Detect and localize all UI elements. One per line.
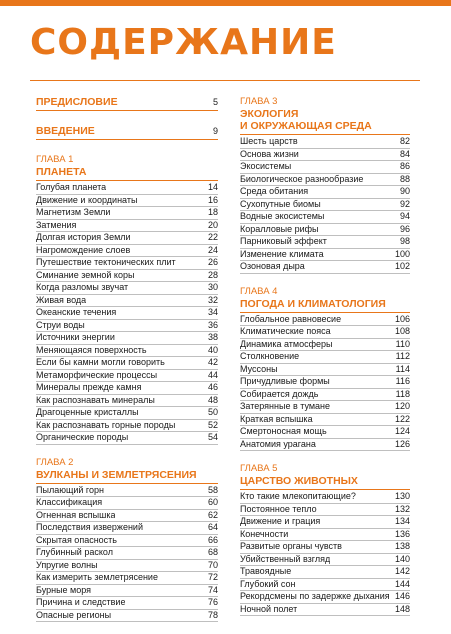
toc-entry[interactable] [36,382,218,395]
toc-entry[interactable] [36,357,218,370]
toc-entry-page: 146 [394,591,410,601]
toc-entry[interactable] [36,257,218,270]
toc-entry[interactable] [240,376,410,389]
toc-entry-page: 60 [207,497,218,507]
toc-entry-title: Коралловые рифы [240,223,319,234]
toc-entry-title: Классификация [36,497,103,507]
toc-entry-title: Сминание земной коры [36,269,135,280]
toc-entry-page: 24 [207,244,218,255]
toc-entry-page: 130 [394,491,410,501]
toc-entry-page: 116 [395,376,410,386]
toc-entry-page: 30 [207,282,218,292]
toc-entry-title: Глубокий сон [240,578,296,589]
toc-entry-title: Магнетизм Земли [36,207,111,217]
toc-entry[interactable] [240,249,410,262]
toc-entry-page: 108 [394,326,410,336]
toc-entry[interactable] [36,560,218,573]
toc-entry-title: Затерянные в тумане [240,401,331,411]
toc-entry-title: Последствия извержений [36,522,143,532]
toc-entry-list [36,182,218,445]
toc-entry[interactable] [36,232,218,245]
toc-entry-page: 86 [399,161,410,171]
toc-entry-title: Как измерить землетрясение [36,572,158,582]
chapter-1-number: ГЛАВА 1 [36,154,74,165]
toc-entry[interactable] [36,282,218,295]
toc-entry[interactable] [36,432,218,445]
toc-entry[interactable] [240,401,410,414]
toc-entry-title: Причудливые формы [240,376,330,386]
toc-entry-title: Как распознавать горные породы [36,419,176,430]
toc-entry-title: Основа жизни [240,148,299,159]
toc-entry-title: Если бы камни могли говорить [36,357,165,367]
toc-entry-page: 118 [395,388,410,399]
chapter-5-number: ГЛАВА 5 [240,463,278,474]
toc-entry-page: 126 [394,438,410,449]
toc-entry[interactable] [36,420,218,433]
toc-entry-page: 22 [207,232,218,242]
toc-entry-page: 64 [207,522,218,532]
toc-entry-title: Меняющаяся поверхность [36,344,147,355]
toc-entry[interactable] [240,314,410,327]
chapter-5-section [240,463,410,616]
toc-entry-page: 134 [394,516,410,526]
toc-entry-title: Столкновение [240,351,300,361]
toc-entry-list [36,485,218,623]
toc-entry-title: Драгоценные кристаллы [36,407,139,417]
toc-entry-page: 48 [207,394,218,405]
toc-entry-title: Глобальное равновесие [240,313,342,324]
toc-entry-page: 122 [394,413,410,424]
toc-entry[interactable] [36,320,218,333]
toc-entry[interactable] [240,414,410,427]
toc-entry-title: Скрытая опасность [36,534,117,545]
toc-entry[interactable] [240,529,410,542]
intro-page: 9 [212,126,218,136]
toc-entry-page: 72 [207,572,218,582]
toc-entry-page: 40 [207,344,218,355]
toc-entry[interactable] [36,195,218,208]
toc-entry-page: 50 [207,407,218,417]
toc-entry-intro[interactable] [36,125,218,140]
chapter-4-title[interactable]: ПОГОДА И КЛИМАТОЛОГИЯ [240,298,410,313]
toc-entry-page: 148 [394,603,410,614]
toc-entry[interactable] [240,339,410,352]
toc-entry-title: Кто такие млекопитающие? [240,491,356,501]
toc-entry-page: 38 [207,332,218,342]
chapter-2-section [36,457,218,623]
toc-entry-title: Когда разломы звучат [36,282,129,292]
toc-entry[interactable] [36,207,218,220]
toc-entry[interactable] [36,485,218,498]
toc-entry-title: Развитые органы чувств [240,541,342,551]
toc-entry-page: 42 [207,357,218,367]
toc-entry-title: Изменение климата [240,248,324,259]
toc-entry[interactable] [240,554,410,567]
chapter-4-section [240,286,410,452]
toc-entry-page: 58 [207,484,218,495]
top-accent-bar [0,0,451,6]
toc-entry[interactable] [36,220,218,233]
toc-entry[interactable] [240,426,410,439]
toc-entry-title: Живая вода [36,294,87,305]
toc-entry-title: Океанские течения [36,307,117,317]
toc-entry-page: 62 [207,509,218,520]
toc-entry[interactable] [36,585,218,598]
toc-entry[interactable] [36,307,218,320]
toc-entry-title: Парниковый эффект [240,236,327,246]
chapter-5-title[interactable]: ЦАРСТВО ЖИВОТНЫХ [240,475,410,490]
toc-entry-page: 82 [399,136,410,146]
chapter-1-title[interactable]: ПЛАНЕТА [36,166,218,181]
toc-entry-page: 94 [399,211,410,221]
toc-entry-page: 138 [394,541,410,551]
toc-entry-preface[interactable] [36,96,218,111]
toc-entry-title: Огненная вспышка [36,509,116,520]
toc-entry-title: Как распознавать минералы [36,394,155,405]
toc-entry-title: Затмения [36,219,77,230]
chapter-4-number: ГЛАВА 4 [240,285,278,297]
toc-entry-title: Смертоносная мощь [240,426,327,436]
toc-entry[interactable] [240,591,410,604]
toc-entry-list [240,491,410,616]
toc-entry-title: Травоядные [240,566,292,576]
toc-entry[interactable] [36,597,218,610]
toc-entry-title: Метаморфические процессы [36,369,158,380]
toc-entry-page: 44 [207,369,218,380]
toc-entry[interactable] [36,245,218,258]
toc-entry[interactable] [240,136,410,149]
toc-entry[interactable] [36,510,218,523]
toc-entry-page: 32 [207,294,218,305]
chapter-3-number: ГЛАВА 3 [240,96,278,107]
toc-entry[interactable] [36,610,218,623]
toc-entry-page: 14 [207,182,218,192]
toc-entry-title: Голубая планета [36,182,107,192]
toc-entry[interactable] [240,491,410,504]
toc-entry[interactable] [36,395,218,408]
toc-entry[interactable] [240,604,410,617]
toc-entry-title: Упругие волны [36,559,98,570]
toc-entry-title: Шесть царств [240,136,298,146]
toc-entry-title: Убийственный взгляд [240,553,331,564]
toc-entry-page: 96 [399,223,410,234]
preface-label: ПРЕДИСЛОВИЕ [36,96,118,108]
toc-entry-page: 90 [399,186,410,196]
toc-entry-page: 124 [394,426,410,436]
toc-entry-page: 136 [394,528,410,539]
toc-entry[interactable] [240,439,410,452]
toc-entry-list [240,136,410,274]
toc-entry-page: 70 [207,559,218,570]
toc-entry-title: Путешествие тектонических плит [36,257,176,267]
toc-entry-page: 120 [394,401,410,411]
toc-entry-title: Минералы прежде камня [36,382,142,392]
toc-entry[interactable] [240,364,410,377]
toc-entry-page: 88 [399,173,410,184]
toc-entry-page: 34 [207,307,218,317]
toc-entry[interactable] [240,186,410,199]
toc-entry-page: 66 [207,534,218,545]
toc-entry-page: 106 [394,313,410,324]
toc-entry-page: 26 [207,257,218,267]
toc-entry[interactable] [36,345,218,358]
toc-entry[interactable] [36,370,218,383]
toc-entry-title: Экосистемы [240,161,292,171]
toc-entry[interactable] [36,270,218,283]
toc-entry-page: 112 [395,351,410,361]
toc-entry[interactable] [240,161,410,174]
chapter-3-section [240,96,410,274]
toc-entry[interactable] [36,295,218,308]
toc-entry-page: 102 [394,261,410,271]
toc-entry-title: Динамика атмосферы [240,338,333,349]
toc-entry-title: Краткая вспышка [240,413,313,424]
toc-entry-title: Ночной полет [240,603,298,614]
toc-entry-page: 36 [207,319,218,330]
chapter-3-title[interactable] [240,108,410,135]
toc-entry[interactable] [240,199,410,212]
toc-entry[interactable] [240,351,410,364]
toc-entry-page: 28 [207,269,218,280]
toc-entry-page: 68 [207,547,218,557]
toc-entry-title: Среда обитания [240,186,309,196]
toc-entry-page: 54 [207,432,218,442]
toc-entry[interactable] [36,332,218,345]
toc-entry[interactable] [240,326,410,339]
chapter-3-title-line-2: И ОКРУЖАЮЩАЯ СРЕДА [240,120,410,135]
preface-page: 5 [212,97,218,107]
toc-entry-title: Рекордсмены по задержке дыхания [240,591,390,601]
toc-entry-page: 140 [394,553,410,564]
toc-entry-title: Озоновая дыра [240,261,305,271]
toc-entry-page: 20 [207,219,218,230]
toc-entry[interactable] [240,149,410,162]
toc-entry-page: 100 [394,248,410,259]
toc-entry-page: 52 [207,419,218,430]
toc-entry-page: 74 [207,584,218,595]
toc-entry[interactable] [36,547,218,560]
toc-entry-title: Собирается дождь [240,388,319,399]
toc-entry-page: 84 [399,148,410,159]
chapter-2-title[interactable]: ВУЛКАНЫ И ЗЕМЛЕТРЯСЕНИЯ [36,469,218,484]
toc-entry-title: Движение и грация [240,516,321,526]
toc-entry-title: Нагромождение слоев [36,244,131,255]
toc-entry-page: 98 [399,236,410,246]
toc-entry-title: Анатомия урагана [240,438,316,449]
toc-entry[interactable] [240,389,410,402]
toc-entry-title: Постоянное тепло [240,503,317,514]
toc-entry-title: Долгая история Земли [36,232,131,242]
toc-entry-title: Глубинный раскол [36,547,113,557]
toc-right-column [240,96,410,628]
chapter-2-number: ГЛАВА 2 [36,456,74,468]
chapter-1-section [36,154,218,445]
toc-entry-page: 132 [394,503,410,514]
toc-entry[interactable] [240,224,410,237]
toc-left-column [36,96,218,634]
toc-entry[interactable] [240,211,410,224]
toc-entry-page: 18 [207,207,218,217]
toc-entry[interactable] [36,535,218,548]
toc-entry-title: Опасные регионы [36,609,112,620]
toc-entry-title: Водные экосистемы [240,211,325,221]
toc-entry[interactable] [36,497,218,510]
toc-entry-title: Биологическое разнообразие [240,173,364,184]
toc-entry-title: Муссоны [240,363,278,374]
toc-entry-page: 16 [207,194,218,205]
toc-entry[interactable] [36,572,218,585]
toc-entry-list [240,314,410,452]
toc-entry-page: 92 [399,198,410,209]
toc-entry-title: Сухопутные биомы [240,198,321,209]
toc-entry[interactable] [36,182,218,195]
toc-entry-page: 142 [394,566,410,576]
toc-entry[interactable] [240,261,410,274]
toc-entry-page: 144 [394,578,410,589]
toc-entry[interactable] [240,566,410,579]
toc-entry-title: Органические породы [36,432,129,442]
toc-entry-title: Бурные моря [36,584,92,595]
toc-entry-title: Пылающий горн [36,484,104,495]
toc-entry[interactable] [240,516,410,529]
toc-entry-page: 114 [395,363,410,374]
title-rule [30,80,420,81]
chapter-3-title-line-1: ЭКОЛОГИЯ [240,108,299,120]
toc-entry-title: Причина и следствие [36,597,126,607]
page-title: СОДЕРЖАНИЕ [30,22,337,63]
toc-entry[interactable] [240,236,410,249]
toc-entry[interactable] [36,522,218,535]
toc-entry[interactable] [240,579,410,592]
toc-entry-title: Конечности [240,528,289,539]
toc-entry-title: Климатические пояса [240,326,331,336]
toc-entry[interactable] [240,504,410,517]
intro-label: ВВЕДЕНИЕ [36,125,95,137]
toc-entry[interactable] [240,174,410,187]
toc-entry-page: 76 [207,597,218,607]
toc-entry[interactable] [36,407,218,420]
toc-entry[interactable] [240,541,410,554]
toc-entry-title: Движение и координаты [36,194,138,205]
toc-entry-page: 110 [395,338,410,349]
toc-entry-title: Источники энергии [36,332,115,342]
toc-entry-page: 46 [207,382,218,392]
toc-entry-page: 78 [207,609,218,620]
toc-entry-title: Струи воды [36,319,85,330]
